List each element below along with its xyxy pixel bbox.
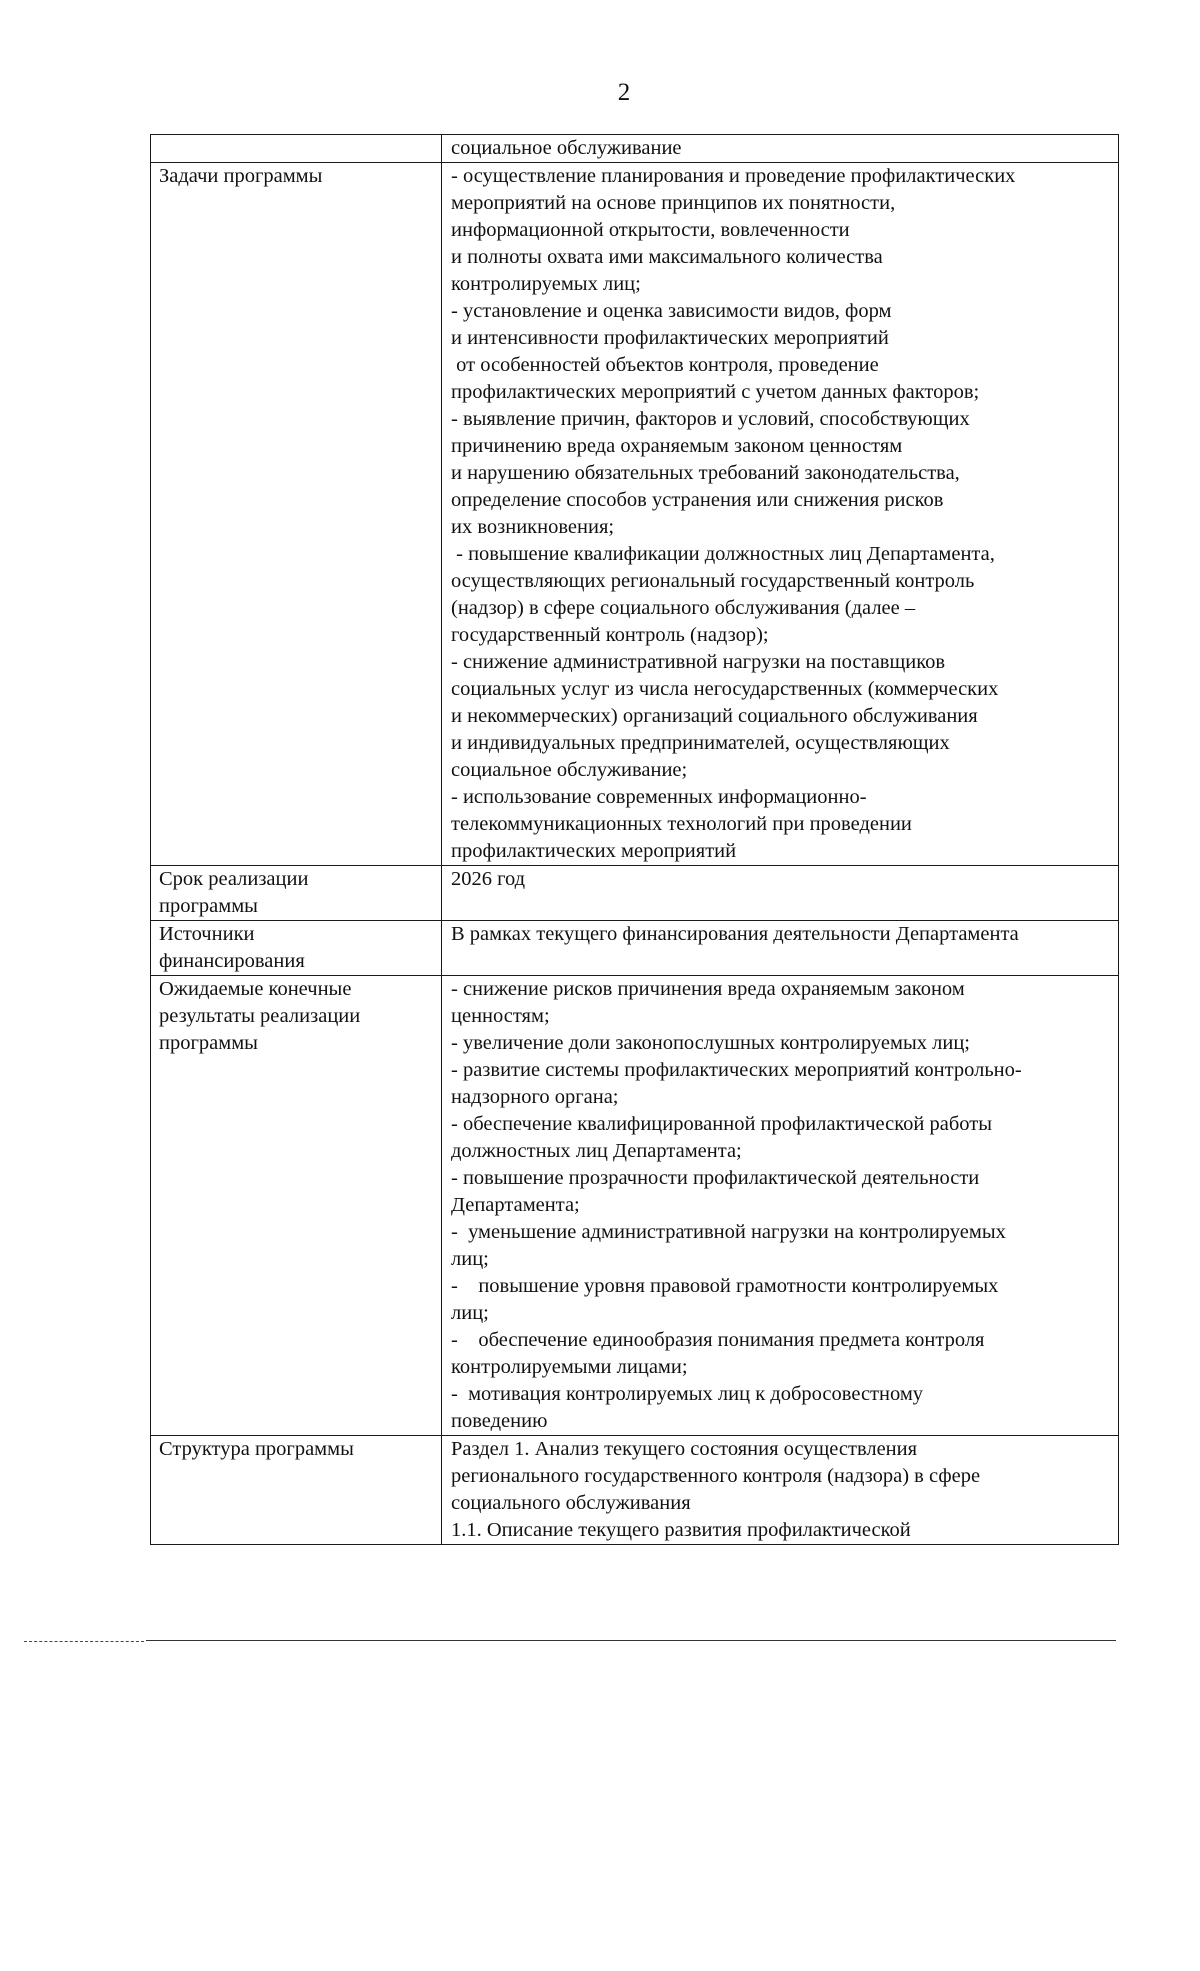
text-line: социальное обслуживание; (451, 759, 688, 781)
footer-divider-left (24, 1641, 144, 1642)
text-line: определение способов устранения или снижения рисков (451, 489, 944, 511)
text-line: должностных лиц Департамента; (451, 1140, 742, 1162)
text-line: ценностям; (451, 1005, 550, 1027)
text-line: профилактических мероприятий (451, 840, 737, 862)
row-label (151, 921, 442, 976)
text-line: - повышение прозрачности профилактической деятельности (451, 1167, 980, 1189)
text-line: - установление и оценка зависимости видов, форм (451, 300, 892, 322)
text-line: социальных услуг из числа негосударственных (коммерческих (451, 678, 999, 700)
row-value (442, 1436, 1119, 1545)
text-line: социальное обслуживание (451, 137, 682, 159)
text-line: - использование современных информационно- (451, 786, 867, 808)
text-line: - снижение рисков причинения вреда охраняемым законом (451, 978, 965, 1000)
text-line: В рамках текущего финансирования деятельности Департамента (451, 923, 1019, 945)
text-line: государственный контроль (надзор); (451, 624, 769, 646)
row-label (151, 135, 442, 163)
footer-divider (146, 1640, 1116, 1641)
text-line: результаты реализации (159, 1005, 361, 1027)
row-label (151, 976, 442, 1436)
text-line: Ожидаемые конечные (159, 978, 352, 1000)
row-value (442, 163, 1119, 866)
text-line: программы (159, 1032, 258, 1054)
text-line: профилактических мероприятий с учетом данных факторов; (451, 381, 980, 403)
text-line: осуществляющих региональный государственный контроль (451, 570, 975, 592)
text-line: мероприятий на основе принципов их понятности, (451, 192, 896, 214)
text-line: - развитие системы профилактических мероприятий контрольно- (451, 1059, 1022, 1081)
row-label (151, 866, 442, 921)
table-row-expected-results (151, 976, 1119, 1436)
text-line: Департамента; (451, 1194, 580, 1216)
table-row-funding-sources (151, 921, 1119, 976)
text-line: - повышение квалификации должностных лиц Департамента, (451, 543, 995, 565)
text-line: поведению (451, 1410, 548, 1432)
table-row-implementation-period (151, 866, 1119, 921)
text-line: и некоммерческих) организаций социального обслуживания (451, 705, 978, 727)
text-line: контролируемых лиц; (451, 273, 641, 295)
text-line: (надзор) в сфере социального обслуживания (далее – (451, 597, 916, 619)
text-line: информационной открытости, вовлеченности (451, 219, 850, 241)
row-value (442, 976, 1119, 1436)
program-passport-table (150, 134, 1119, 1545)
table-row-program-tasks (151, 163, 1119, 866)
text-line: надзорного органа; (451, 1086, 619, 1108)
table-row-program-structure (151, 1436, 1119, 1545)
text-line: Раздел 1. Анализ текущего состояния осуществления (451, 1438, 918, 1460)
text-line: и индивидуальных предпринимателей, осуществляющих (451, 732, 950, 754)
table-row-continuation (151, 135, 1119, 163)
text-line: - обеспечение единообразия понимания предмета контроля (451, 1329, 985, 1351)
text-line: - увеличение доли законопослушных контролируемых лиц; (451, 1032, 970, 1054)
page-number: 2 (617, 79, 631, 106)
text-line: - повышение уровня правовой грамотности контролируемых (451, 1275, 999, 1297)
text-line: Структура программы (159, 1438, 354, 1460)
text-line: и интенсивности профилактических мероприятий (451, 327, 889, 349)
text-line: - мотивация контролируемых лиц к добросовестному (451, 1383, 924, 1405)
text-line: регионального государственного контроля (надзора) в сфере (451, 1465, 981, 1487)
text-line: 1.1. Описание текущего развития профилактической (451, 1519, 911, 1541)
text-line: причинению вреда охраняемым законом ценностям (451, 435, 903, 457)
text-line: телекоммуникационных технологий при проведении (451, 813, 912, 835)
text-line: финансирования (159, 950, 305, 972)
text-line: программы (159, 895, 258, 917)
row-value (442, 135, 1119, 163)
text-line: от особенностей объектов контроля, проведение (451, 354, 879, 376)
text-line: Срок реализации (159, 868, 309, 890)
row-value (442, 921, 1119, 976)
row-label (151, 1436, 442, 1545)
text-line: и полноты охвата ими максимального количества (451, 246, 883, 268)
text-line: их возникновения; (451, 516, 615, 538)
row-value (442, 866, 1119, 921)
text-line: Источники (159, 923, 255, 945)
text-line: - обеспечение квалифицированной профилактической работы (451, 1113, 992, 1135)
text-line: - снижение административной нагрузки на поставщиков (451, 651, 946, 673)
text-line: лиц; (451, 1302, 489, 1324)
text-line: социального обслуживания (451, 1492, 691, 1514)
text-line: - уменьшение административной нагрузки на контролируемых (451, 1221, 1006, 1243)
row-label (151, 163, 442, 866)
text-line: и нарушению обязательных требований законодательства, (451, 462, 960, 484)
text-line: - выявление причин, факторов и условий, способствующих (451, 408, 970, 430)
text-line: - осуществление планирования и проведение профилактических (451, 165, 1016, 187)
text-line: 2026 год (451, 868, 526, 890)
text-line: контролируемыми лицами; (451, 1356, 688, 1378)
text-line: Задачи программы (159, 165, 323, 187)
text-line: лиц; (451, 1248, 489, 1270)
